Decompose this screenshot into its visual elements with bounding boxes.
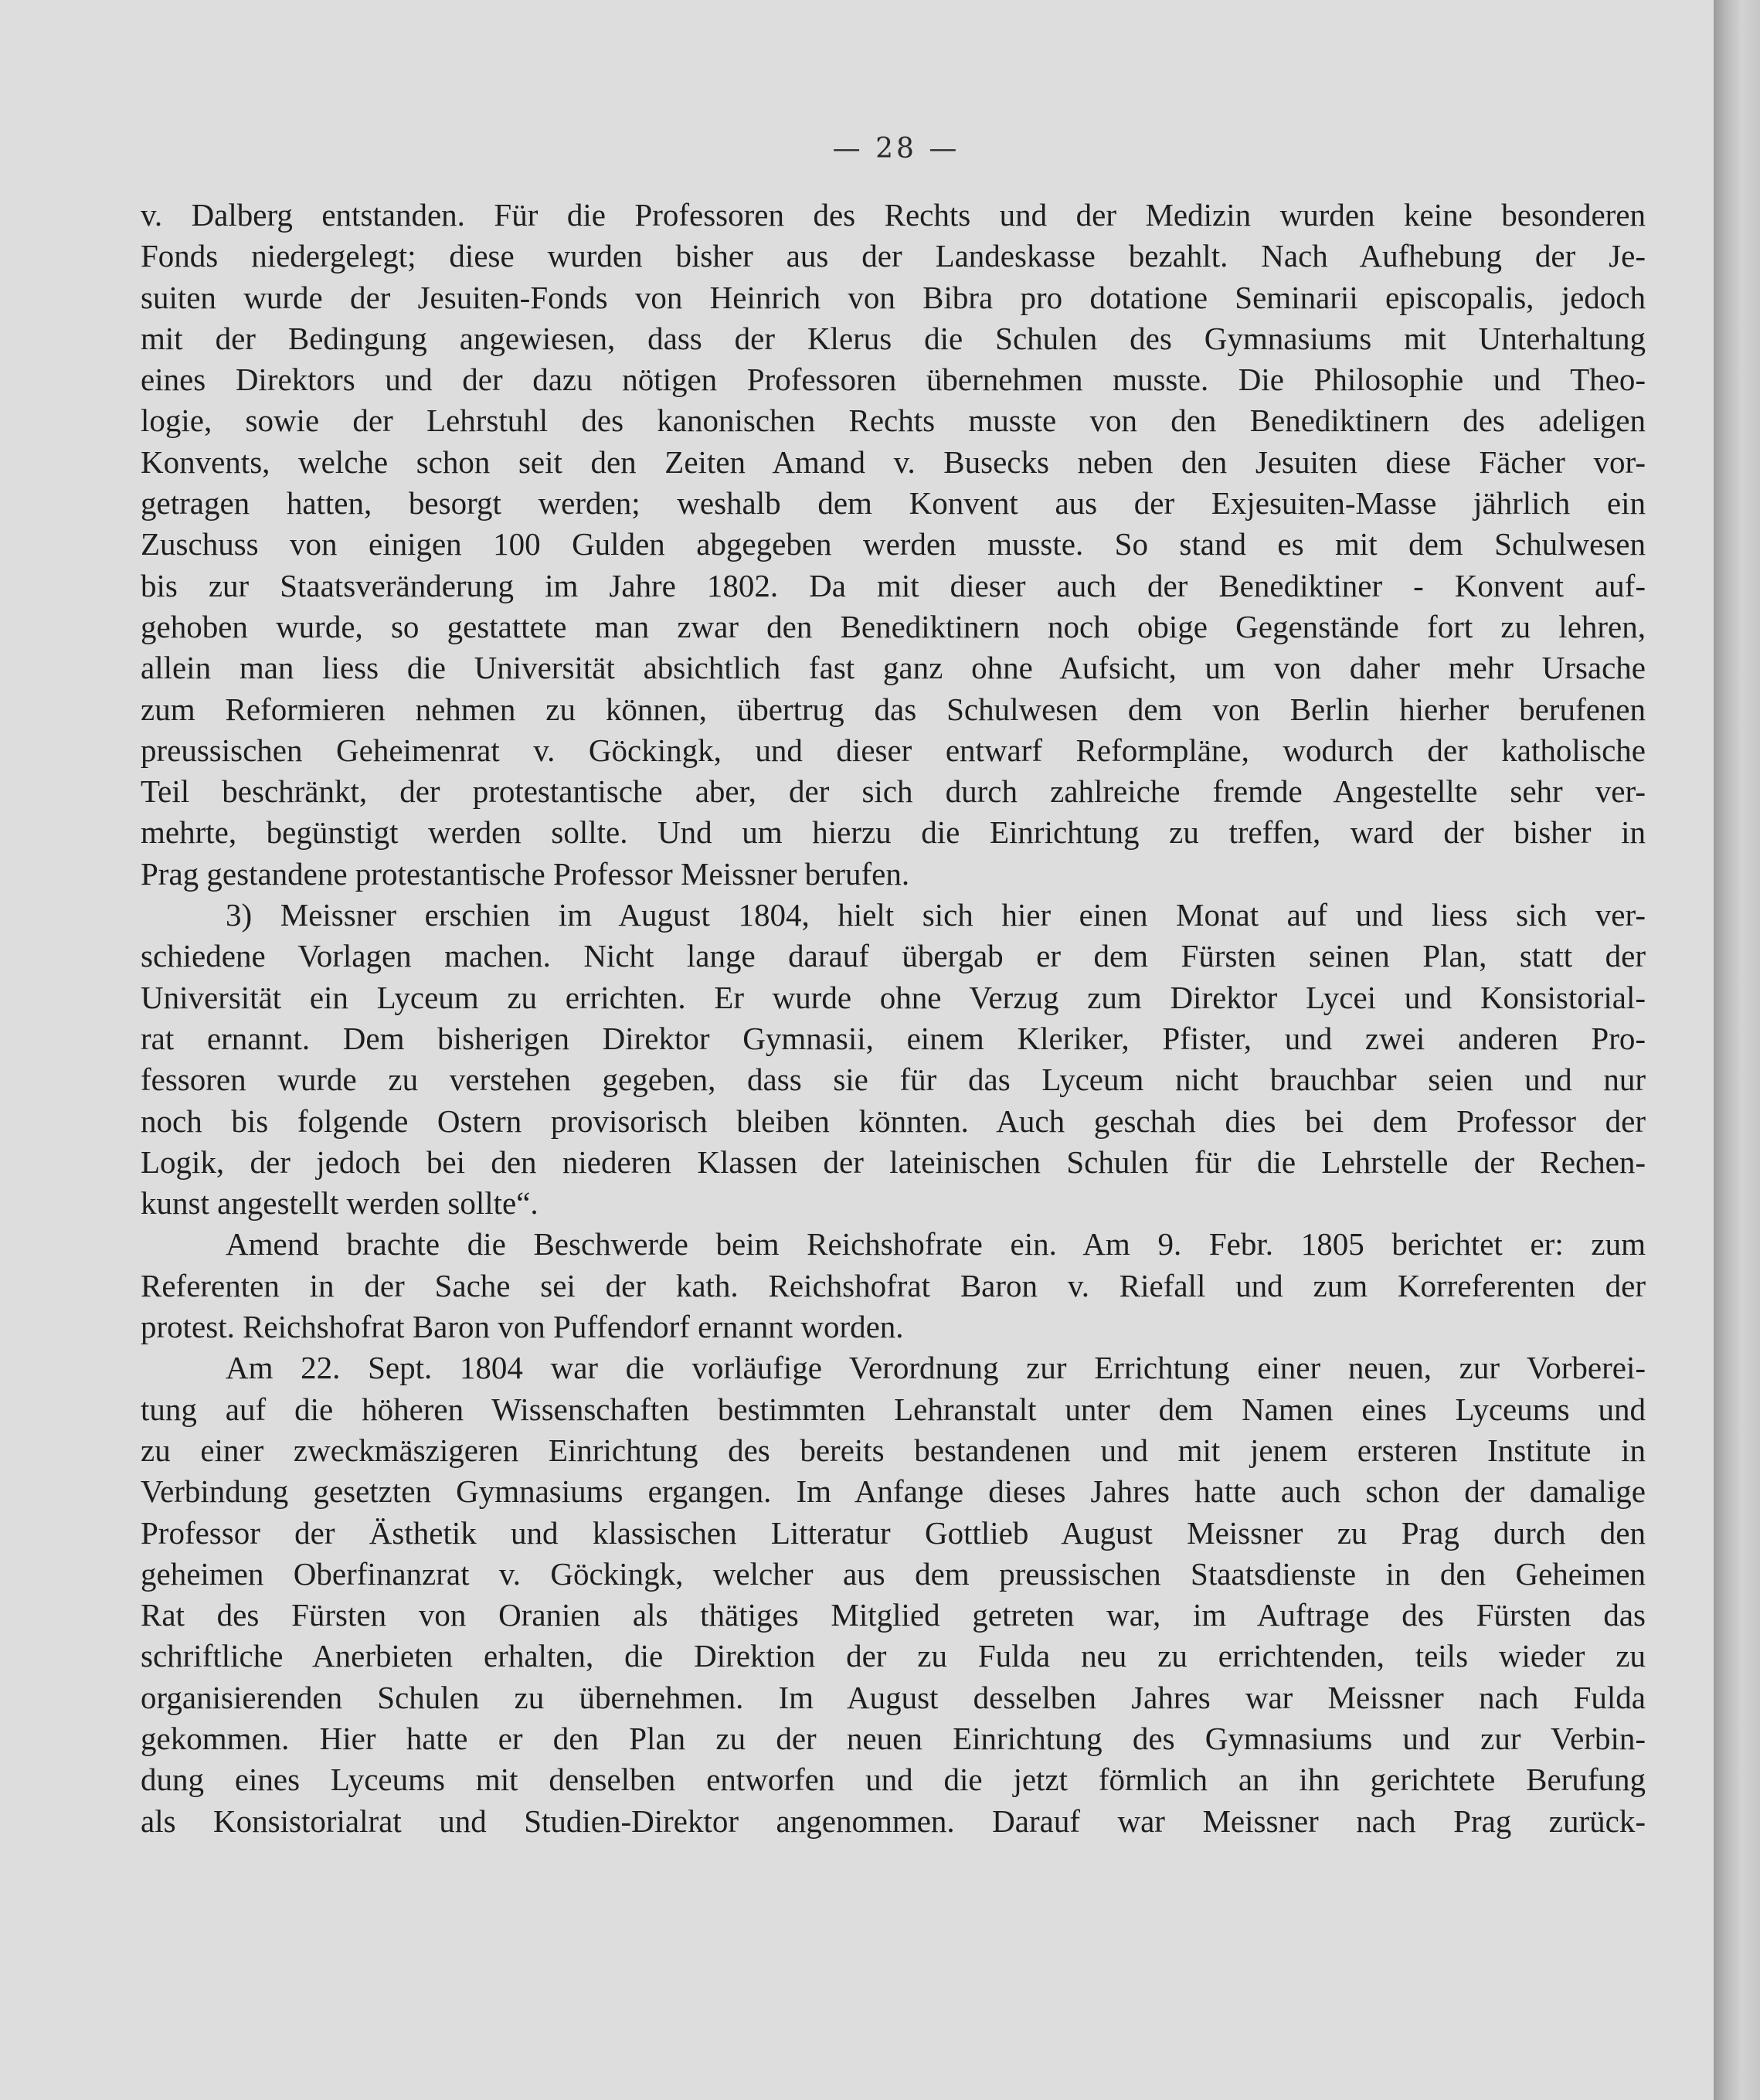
- body-text: [141, 195, 1646, 1842]
- text-line: schriftliche Anerbieten erhalten, die Direktion der zu Fulda neu zu errichtenden, teils wieder zu: [141, 1638, 1646, 1674]
- text-line: Teil beschränkt, der protestantische aber, der sich durch zahlreiche fremde Angestellte sehr ver-: [141, 773, 1646, 810]
- text-line: Universität ein Lyceum zu errichten. Er wurde ohne Verzug zum Direktor Lycei und Konsistorial-: [141, 979, 1646, 1015]
- text-line: organisierenden Schulen zu übernehmen. Im August desselben Jahres war Meissner nach Fulda: [141, 1679, 1646, 1715]
- text-line: mit der Bedingung angewiesen, dass der Klerus die Schulen des Gymnasiums mit Unterhaltung: [141, 320, 1646, 356]
- text-line: als Konsistorialrat und Studien-Direktor angenommen. Darauf war Meissner nach Prag zurück-: [141, 1803, 1646, 1839]
- text-line: protest. Reichshofrat Baron von Puffendorf ernannt worden.: [141, 1309, 904, 1345]
- text-line: rat ernannt. Dem bisherigen Direktor Gymnasii, einem Kleriker, Pfister, und zwei anderen Pro-: [141, 1020, 1646, 1056]
- text-line: suiten wurde der Jesuiten-Fonds von Heinrich von Bibra pro dotatione Seminarii episcopalis, jedoch: [141, 279, 1646, 315]
- text-line: Konvents, welche schon seit den Zeiten Amand v. Busecks neben den Jesuiten diese Fächer vor-: [141, 443, 1646, 480]
- text-line: Professor der Ästhetik und klassischen Litteratur Gottlieb August Meissner zu Prag durch den: [141, 1514, 1646, 1551]
- text-line: gekommen. Hier hatte er den Plan zu der neuen Einrichtung des Gymnasiums und zur Verbin-: [141, 1720, 1646, 1756]
- text-line: mehrte, begünstigt werden sollte. Und um hierzu die Einrichtung zu treffen, ward der bisher in: [141, 814, 1646, 851]
- text-line: Fonds niedergelegt; diese wurden bisher aus der Landeskasse bezahlt. Nach Aufhebung der Je-: [141, 238, 1646, 274]
- text-line: zu einer zweckmäszigeren Einrichtung des bereits bestandenen und mit jenem ersteren Institute in: [141, 1432, 1646, 1468]
- text-line: tung auf die höheren Wissenschaften bestimmten Lehranstalt unter dem Namen eines Lyceums und: [141, 1391, 1646, 1427]
- text-line: v. Dalberg entstanden. Für die Professoren des Rechts und der Medizin wurden keine besonderen: [141, 197, 1646, 233]
- text-line: zum Reformieren nehmen zu können, übertrug das Schulwesen dem von Berlin hierher berufenen: [141, 691, 1646, 727]
- text-line: Verbindung gesetzten Gymnasiums ergangen. Im Anfange dieses Jahres hatte auch schon der damalige: [141, 1473, 1646, 1510]
- text-line: getragen hatten, besorgt werden; weshalb dem Konvent aus der Exjesuiten-Masse jährlich ein: [141, 485, 1646, 522]
- text-line: schiedene Vorlagen machen. Nicht lange darauf übergab er dem Fürsten seinen Plan, statt der: [141, 938, 1646, 974]
- text-line: eines Direktors und der dazu nötigen Professoren übernehmen musste. Die Philosophie und Theo-: [141, 362, 1646, 398]
- text-line: logie, sowie der Lehrstuhl des kanonischen Rechts musste von den Benediktinern des adeligen: [141, 403, 1646, 439]
- text-line: dung eines Lyceums mit denselben entworfen und die jetzt förmlich an ihn gerichtete Berufung: [141, 1762, 1646, 1798]
- text-line: bis zur Staatsveränderung im Jahre 1802. Da mit dieser auch der Benediktiner - Konvent auf-: [141, 567, 1646, 603]
- text-line: gehoben wurde, so gestattete man zwar den Benediktinern noch obige Gegenstände fort zu lehren,: [141, 608, 1646, 644]
- text-line: fessoren wurde zu verstehen gegeben, dass sie für das Lyceum nicht brauchbar seien und nur: [141, 1062, 1646, 1098]
- text-line: noch bis folgende Ostern provisorisch bleiben könnten. Auch geschah dies bei dem Professor der: [141, 1103, 1646, 1139]
- text-line: Referenten in der Sache sei der kath. Reichshofrat Baron v. Riefall und zum Korreferenten der: [141, 1267, 1646, 1303]
- text-line: Zuschuss von einigen 100 Gulden abgegeben werden musste. So stand es mit dem Schulwesen: [141, 526, 1646, 562]
- text-line: allein man liess die Universität absichtlich fast ganz ohne Aufsicht, um von daher mehr Ursache: [141, 650, 1646, 686]
- text-line: preussischen Geheimenrat v. Göckingk, und dieser entwarf Reformpläne, wodurch der katholische: [141, 732, 1646, 768]
- text-line: geheimen Oberfinanzrat v. Göckingk, welcher aus dem preussischen Staatsdienste in den Geheimen: [141, 1555, 1646, 1592]
- page-number: — 28 —: [832, 133, 960, 165]
- text-line: Rat des Fürsten von Oranien als thätiges Mitglied getreten war, im Auftrage des Fürsten das: [141, 1597, 1646, 1633]
- page-edge-shadow: [1714, 0, 1760, 2100]
- text-line: 3) Meissner erschien im August 1804, hielt sich hier einen Monat auf und liess sich ver-: [226, 897, 1646, 933]
- text-line: Logik, der jedoch bei den niederen Klassen der lateinischen Schulen für die Lehrstelle der Rechen-: [141, 1143, 1646, 1180]
- text-line: Prag gestandene protestantische Professor Meissner berufen.: [141, 855, 910, 892]
- text-line: kunst angestellt werden sollte“.: [141, 1185, 539, 1222]
- text-line: Am 22. Sept. 1804 war die vorläufige Verordnung zur Errichtung einer neuen, zur Vorberei-: [226, 1350, 1646, 1386]
- text-line: Amend brachte die Beschwerde beim Reichshofrate ein. Am 9. Febr. 1805 berichtet er: zum: [226, 1226, 1646, 1262]
